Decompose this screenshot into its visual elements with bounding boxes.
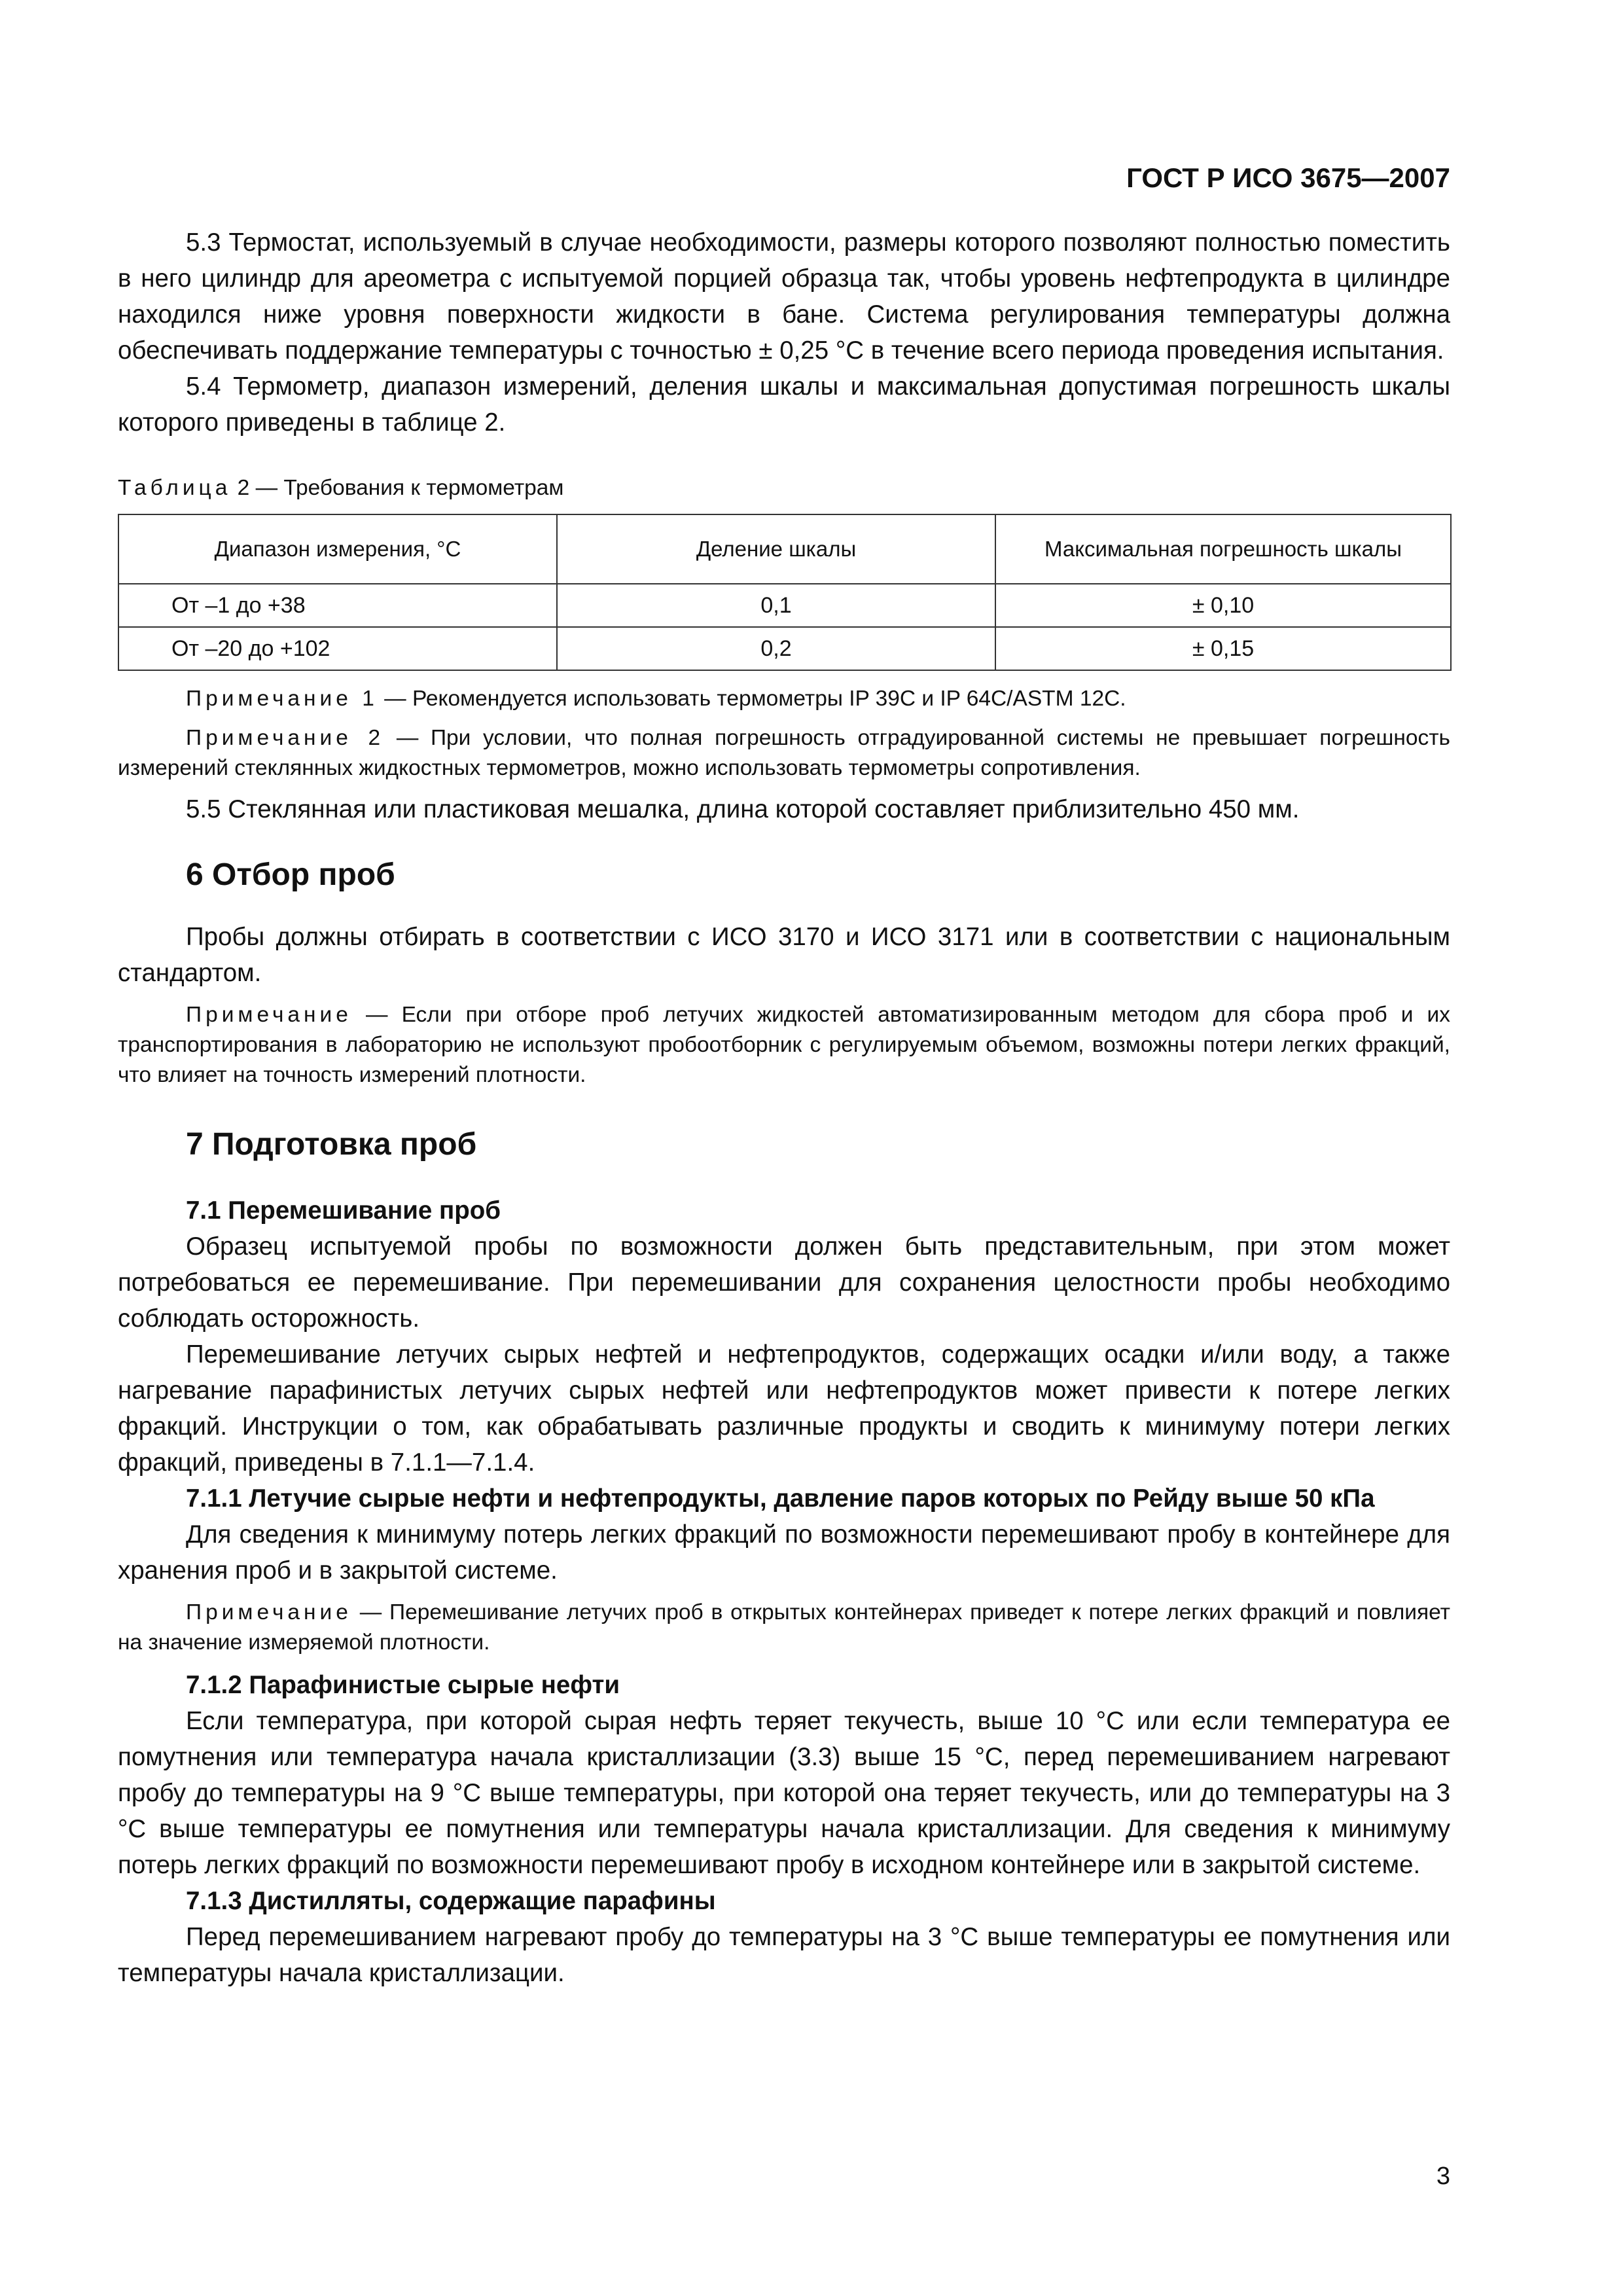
table-cell-division: 0,1 (557, 584, 995, 627)
note-text: — При условии, что полная погрешность отградуированной системы не превышает погрешность измерений стеклянных жидкостных термометров, можно использовать термометры сопротивления. (118, 726, 1450, 780)
table-cell-max-error: ± 0,15 (995, 627, 1451, 670)
table-cell-range: От –1 до +38 (118, 584, 557, 627)
subsection-7-1-heading: 7.1 Перемешивание проб (186, 1196, 501, 1225)
section-7-heading: 7 Подготовка проб (186, 1127, 477, 1162)
table-caption (118, 473, 1450, 503)
column-header-range: Диапазон измерения, °С (118, 514, 557, 584)
thermometer-requirements-table (118, 514, 1452, 671)
table-caption-label: Таблица (118, 476, 232, 500)
note-text: — Если при отборе проб летучих жидкостей автоматизированным методом для сбора проб и их транспортирования в лабораторию не используют пробоотборник с регулируемым объемом, возможны потери легких фракций, что влияет на точность измерений плотности. (118, 1003, 1450, 1087)
section-6-text: Пробы должны отбирать в соответствии с ИСО 3170 и ИСО 3171 или в соответствии с национальным стандартом. (118, 923, 1450, 987)
note-text: — Рекомендуется использовать термометры IP 39C и IP 64C/ASTM 12C. (378, 687, 1126, 711)
column-header-division: Деление шкалы (557, 514, 995, 584)
page-content (118, 224, 1450, 1991)
table-note-1 (118, 684, 1450, 714)
table-cell-division: 0,2 (557, 627, 995, 670)
section-6-heading: 6 Отбор проб (186, 857, 395, 892)
subsection-7-1-1-text: Для сведения к минимуму потерь легких фракций по возможности перемешивают пробу в контейнере для хранения проб и в закрытой системе. (118, 1520, 1450, 1585)
subsection-7-1-paragraph-2: Перемешивание летучих сырых нефтей и нефтепродуктов, содержащих осадки и/или воду, а также нагревание парафинистых летучих сырых нефтей или нефтепродуктов может привести к потере легких фракций. Инструкции о том, как обрабатывать различные продукты и сводить к минимуму потери легких фракций, приведены в 7.1.1—7.1.4. (118, 1340, 1450, 1477)
table-cell-max-error: ± 0,10 (995, 584, 1451, 627)
section-6-note (118, 1000, 1450, 1090)
subsection-7-1-2-text: Если температура, при которой сырая нефть теряет текучесть, выше 10 °С или если температура ее помутнения или температура начала кристаллизации (3.3) выше 15 °С, перед перемешиванием нагревают пробу до температуры на 9 °С выше температуры, при которой она теряет текучесть, или до температуры на 3 °С выше температуры ее помутнения или температуры начала кристаллизации. Для сведения к минимуму потерь легких фракций по возможности перемешивают пробу в исходном контейнере или в закрытой системе. (118, 1707, 1450, 1879)
column-header-max-error: Максимальная погрешность шкалы (995, 514, 1451, 584)
subsection-7-1-1-heading: 7.1.1 Летучие сырые нефти и нефтепродукты, давление паров которых по Рейду выше 50 кПа (186, 1484, 1375, 1513)
table-caption-title: 2 — Требования к термометрам (231, 476, 564, 500)
note-label: Примечание (186, 1600, 352, 1624)
paragraph-5-3: 5.3 Термостат, используемый в случае необходимости, размеры которого позволяют полностью поместить в него цилиндр для ареометра с испытуемой порцией образца так, чтобы уровень нефтепродукта в цилиндре находился ниже уровня поверхности жидкости в бане. Система регулирования температуры должна обеспечивать поддержание температуры с точностью ± 0,25 °С в течение всего периода проведения испытания. (118, 228, 1450, 365)
document-code-header: ГОСТ Р ИСО 3675—2007 (1126, 162, 1450, 193)
note-label: Примечание (186, 1003, 352, 1027)
note-text: — Перемешивание летучих проб в открытых контейнерах приведет к потере легких фракций и повлияет на значение измеряемой плотности. (118, 1600, 1450, 1655)
subsection-7-1-1-note (118, 1598, 1450, 1658)
note-label: Примечание 2 (186, 726, 385, 750)
table-row (118, 627, 1451, 670)
paragraph-5-5: 5.5 Стеклянная или пластиковая мешалка, длина которой составляет приблизительно 450 мм. (186, 795, 1300, 823)
page-number: 3 (1436, 2162, 1450, 2190)
table-header-row (118, 514, 1451, 584)
subsection-7-1-paragraph-1: Образец испытуемой пробы по возможности должен быть представительным, при этом может потребоваться ее перемешивание. При перемешивании для сохранения целостности пробы необходимо соблюдать осторожность. (118, 1232, 1450, 1333)
table-note-2 (118, 723, 1450, 783)
table-row (118, 584, 1451, 627)
subsection-7-1-2-heading: 7.1.2 Парафинистые сырые нефти (186, 1671, 620, 1699)
table-cell-range: От –20 до +102 (118, 627, 557, 670)
subsection-7-1-3-heading: 7.1.3 Дистилляты, содержащие парафины (186, 1887, 716, 1915)
subsection-7-1-3-text: Перед перемешиванием нагревают пробу до температуры на 3 °С выше температуры ее помутнения или температуры начала кристаллизации. (118, 1923, 1450, 1987)
note-label: Примечание 1 (186, 687, 378, 711)
paragraph-5-4: 5.4 Термометр, диапазон измерений, деления шкалы и максимальная допустимая погрешность шкалы которого приведены в таблице 2. (118, 372, 1450, 437)
